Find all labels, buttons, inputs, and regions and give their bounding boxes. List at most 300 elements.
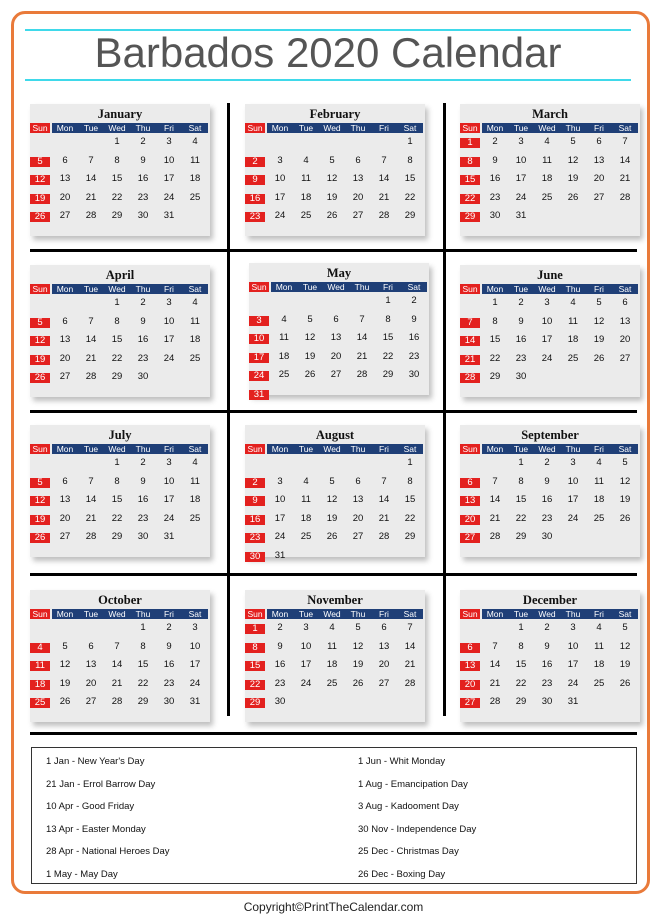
day-cell: 18 [541, 173, 553, 185]
day-cell: 17 [274, 191, 286, 203]
day-cell: 22 [404, 191, 416, 203]
weekday-label: Thu [345, 609, 371, 619]
day-cell: 16 [489, 173, 501, 185]
weekday-label: Sun [460, 284, 480, 294]
day-cell: 17 [163, 173, 175, 185]
day-cell: 19 [619, 494, 631, 506]
day-cell: 10 [189, 640, 201, 652]
day-cell: 24 [189, 677, 201, 689]
day-cell-sunday: 23 [245, 212, 265, 222]
empty-cell [104, 619, 130, 638]
empty-cell [349, 292, 375, 311]
day-cell: 18 [189, 494, 201, 506]
month-name: April [105, 268, 135, 282]
day-cell: 3 [166, 297, 172, 308]
day-cell: 20 [59, 352, 71, 364]
day-cell: 5 [622, 622, 628, 633]
day-cell: 10 [274, 173, 286, 185]
day-cell: 23 [274, 677, 286, 689]
column-divider-1 [227, 103, 230, 716]
day-cell: 29 [111, 531, 123, 543]
day-cell: 27 [59, 531, 71, 543]
day-cell: 26 [59, 696, 71, 708]
weekday-label: Mon [267, 123, 293, 133]
day-cell: 24 [274, 531, 286, 543]
day-cell-sunday: 24 [249, 371, 269, 381]
day-cell-sunday: 19 [30, 355, 50, 365]
day-cell: 14 [85, 334, 97, 346]
day-cell: 17 [189, 659, 201, 671]
day-cell: 12 [593, 315, 605, 327]
day-cell: 27 [352, 210, 364, 222]
day-cell: 19 [326, 512, 338, 524]
weekday-label: Sat [182, 123, 208, 133]
day-cell: 6 [355, 475, 361, 487]
day-cell: 23 [489, 191, 501, 203]
day-cell-sunday: 10 [249, 334, 269, 344]
weekday-header [460, 123, 640, 133]
day-cell: 18 [189, 173, 201, 185]
holiday-item: 1 Aug - Emancipation Day [358, 778, 468, 790]
weekday-header [460, 444, 640, 454]
day-cell: 20 [330, 350, 342, 362]
day-cell: 25 [278, 369, 290, 381]
day-cell: 5 [329, 475, 335, 487]
day-cell: 19 [304, 350, 316, 362]
weekday-label: Tue [78, 123, 104, 133]
month-september [460, 425, 640, 557]
row-divider-4 [30, 732, 637, 735]
day-cell: 5 [307, 313, 313, 325]
day-cell: 17 [163, 494, 175, 506]
weekday-label: Fri [371, 444, 397, 454]
day-cell: 9 [492, 154, 498, 166]
day-cell: 9 [140, 315, 146, 327]
empty-cell [293, 133, 319, 152]
day-cell: 24 [541, 352, 553, 364]
day-cell-sunday: 2 [245, 157, 265, 167]
day-cell-sunday: 4 [30, 643, 50, 653]
day-cell: 25 [300, 531, 312, 543]
day-cell: 23 [137, 512, 149, 524]
empty-cell [482, 454, 508, 473]
day-cell-sunday: 1 [460, 138, 480, 148]
day-cell: 21 [619, 173, 631, 185]
day-cell: 31 [189, 696, 201, 708]
day-cell: 11 [279, 332, 289, 344]
day-cell: 18 [593, 494, 605, 506]
month-january [30, 104, 210, 236]
day-cell-sunday: 3 [249, 316, 269, 326]
day-cell: 7 [492, 640, 498, 652]
weekday-label: Wed [323, 282, 349, 292]
day-cell: 6 [62, 475, 68, 487]
day-cell: 24 [274, 210, 286, 222]
weekday-label: Wed [319, 609, 345, 619]
day-cell: 13 [352, 494, 364, 506]
weekday-label: Wed [319, 444, 345, 454]
day-cell-sunday: 21 [460, 355, 480, 365]
weekday-label: Tue [508, 123, 534, 133]
empty-cell [78, 133, 104, 152]
empty-cell [78, 619, 104, 638]
day-cell: 27 [593, 191, 605, 203]
day-cell: 25 [189, 191, 201, 203]
day-grid [460, 133, 640, 226]
month-name: September [521, 428, 579, 442]
weekday-label: Thu [349, 282, 375, 292]
weekday-label: Sat [612, 444, 638, 454]
holiday-item: 1 Jan - New Year's Day [46, 756, 145, 767]
empty-cell [319, 133, 345, 152]
day-cell: 30 [541, 531, 553, 543]
day-cell: 22 [515, 512, 527, 524]
empty-cell [271, 292, 297, 311]
day-cell: 3 [166, 457, 172, 468]
day-cell: 11 [568, 315, 578, 327]
day-cell: 6 [62, 315, 68, 327]
day-cell: 2 [140, 297, 146, 308]
day-cell: 7 [88, 475, 94, 487]
day-cell: 13 [59, 173, 71, 185]
day-cell: 25 [189, 352, 201, 364]
holiday-item: 28 Apr - National Heroes Day [46, 846, 170, 858]
day-cell: 15 [515, 659, 527, 671]
holiday-item: 30 Nov - Independence Day [358, 823, 477, 835]
day-cell: 13 [59, 494, 71, 506]
weekday-label: Fri [156, 444, 182, 454]
day-cell-sunday: 2 [245, 478, 265, 488]
day-cell: 22 [515, 677, 527, 689]
empty-cell [297, 292, 323, 311]
weekday-label: Thu [345, 123, 371, 133]
day-cell: 28 [489, 531, 501, 543]
month-name: May [326, 266, 352, 280]
day-cell: 24 [163, 191, 175, 203]
month-june [460, 265, 640, 397]
empty-cell [78, 294, 104, 313]
day-cell: 3 [570, 622, 576, 633]
day-cell: 19 [619, 659, 631, 671]
weekday-label: Sat [401, 282, 427, 292]
day-cell: 5 [355, 622, 361, 633]
empty-cell [460, 619, 482, 638]
day-cell-sunday: 7 [460, 318, 480, 328]
day-cell: 16 [137, 173, 149, 185]
day-cell: 26 [567, 191, 579, 203]
day-cell: 9 [277, 640, 283, 652]
day-cell: 13 [593, 154, 605, 166]
month-october [30, 590, 210, 722]
day-cell: 2 [518, 297, 524, 308]
day-cell: 16 [137, 334, 149, 346]
weekday-label: Mon [271, 282, 297, 292]
day-cell: 29 [515, 531, 527, 543]
day-cell: 14 [489, 659, 501, 671]
day-cell: 8 [114, 315, 120, 327]
day-cell: 7 [359, 313, 365, 325]
empty-cell [245, 454, 267, 473]
empty-cell [482, 619, 508, 638]
weekday-header [245, 609, 425, 619]
weekday-label: Thu [130, 284, 156, 294]
empty-cell [371, 454, 397, 473]
row-divider-3 [30, 573, 637, 576]
weekday-label: Mon [482, 609, 508, 619]
day-cell: 19 [352, 659, 364, 671]
day-cell-sunday: 26 [30, 373, 50, 383]
day-cell: 30 [137, 371, 149, 383]
day-cell-sunday: 13 [460, 496, 480, 506]
day-cell: 1 [114, 297, 120, 308]
day-cell: 22 [382, 350, 394, 362]
weekday-header [30, 609, 210, 619]
day-cell: 15 [137, 659, 149, 671]
day-cell: 8 [140, 640, 146, 652]
weekday-label: Sun [460, 444, 480, 454]
day-cell: 17 [567, 494, 579, 506]
weekday-header [30, 123, 210, 133]
weekday-label: Wed [104, 609, 130, 619]
weekday-label: Fri [156, 123, 182, 133]
day-cell: 22 [111, 512, 123, 524]
month-august [245, 425, 425, 562]
day-cell: 21 [404, 659, 416, 671]
day-cell: 6 [355, 154, 361, 166]
title-bottom-line [25, 79, 631, 81]
day-cell: 18 [300, 512, 312, 524]
month-name: December [522, 593, 578, 607]
day-cell: 21 [489, 512, 501, 524]
day-cell-sunday: 30 [245, 552, 265, 562]
day-cell: 16 [515, 334, 527, 346]
day-cell-sunday: 23 [245, 533, 265, 543]
weekday-label: Wed [104, 123, 130, 133]
day-cell: 11 [190, 315, 200, 327]
weekday-header [245, 444, 425, 454]
weekday-label: Sun [245, 609, 265, 619]
day-cell: 20 [59, 512, 71, 524]
empty-cell [460, 454, 482, 473]
day-cell: 21 [85, 191, 97, 203]
day-cell: 1 [140, 622, 146, 633]
day-cell: 14 [404, 640, 416, 652]
day-cell: 7 [381, 475, 387, 487]
day-cell-sunday: 12 [30, 496, 50, 506]
day-grid [245, 619, 425, 712]
day-cell: 8 [114, 475, 120, 487]
day-cell: 1 [114, 457, 120, 468]
day-cell-sunday: 20 [460, 680, 480, 690]
day-cell: 1 [518, 622, 524, 633]
day-cell: 27 [85, 696, 97, 708]
day-cell-sunday: 16 [245, 515, 265, 525]
day-cell: 27 [619, 352, 631, 364]
empty-cell [52, 454, 78, 473]
day-cell: 7 [114, 640, 120, 652]
day-cell: 21 [85, 512, 97, 524]
day-cell: 8 [407, 475, 413, 487]
day-cell-sunday: 15 [245, 661, 265, 671]
weekday-label: Tue [78, 284, 104, 294]
month-name: June [537, 268, 563, 282]
weekday-label: Thu [560, 123, 586, 133]
day-cell: 22 [111, 352, 123, 364]
month-march [460, 104, 640, 236]
day-cell-sunday: 31 [249, 390, 269, 400]
weekday-label: Sun [460, 609, 480, 619]
day-cell: 14 [111, 659, 123, 671]
day-cell-sunday: 13 [460, 661, 480, 671]
weekday-label: Tue [78, 444, 104, 454]
weekday-label: Sat [182, 444, 208, 454]
day-cell: 3 [192, 622, 198, 633]
day-cell: 10 [274, 494, 286, 506]
day-cell: 10 [515, 154, 527, 166]
weekday-label: Tue [293, 123, 319, 133]
day-cell-sunday: 17 [249, 353, 269, 363]
day-cell: 26 [352, 677, 364, 689]
day-grid [30, 133, 210, 226]
day-cell: 13 [330, 332, 342, 344]
day-cell: 12 [326, 494, 338, 506]
day-cell: 13 [59, 334, 71, 346]
day-cell: 6 [333, 313, 339, 325]
day-cell: 18 [567, 334, 579, 346]
weekday-label: Fri [586, 123, 612, 133]
month-april [30, 265, 210, 397]
day-cell: 4 [570, 297, 576, 308]
weekday-label: Sat [612, 609, 638, 619]
day-cell: 14 [619, 154, 631, 166]
day-cell: 9 [140, 154, 146, 166]
day-cell: 15 [382, 332, 394, 344]
day-cell: 30 [137, 210, 149, 222]
day-cell: 11 [190, 154, 200, 166]
day-cell: 27 [59, 371, 71, 383]
holiday-item: 25 Dec - Christmas Day [358, 846, 459, 858]
day-cell-sunday: 27 [460, 698, 480, 708]
day-cell: 28 [378, 210, 390, 222]
day-cell: 15 [111, 334, 123, 346]
empty-cell [30, 454, 52, 473]
day-cell: 26 [593, 352, 605, 364]
weekday-header [30, 284, 210, 294]
day-cell-sunday: 29 [245, 698, 265, 708]
day-cell: 30 [408, 369, 420, 381]
day-cell: 7 [88, 315, 94, 327]
weekday-label: Fri [156, 609, 182, 619]
day-cell: 24 [163, 512, 175, 524]
day-cell: 11 [301, 173, 311, 185]
day-cell-sunday: 5 [30, 318, 50, 328]
day-cell: 4 [596, 457, 602, 468]
weekday-label: Thu [130, 609, 156, 619]
day-cell: 18 [593, 659, 605, 671]
day-cell: 23 [137, 352, 149, 364]
weekday-label: Sun [460, 123, 480, 133]
day-cell: 4 [329, 622, 335, 633]
day-cell: 23 [515, 352, 527, 364]
day-cell: 23 [163, 677, 175, 689]
day-cell: 16 [137, 494, 149, 506]
day-cell: 2 [140, 457, 146, 468]
day-cell: 30 [515, 371, 527, 383]
day-cell: 11 [327, 640, 337, 652]
weekday-label: Fri [156, 284, 182, 294]
day-cell-sunday: 9 [245, 496, 265, 506]
day-cell: 18 [278, 350, 290, 362]
day-cell: 2 [166, 622, 172, 633]
weekday-label: Thu [560, 284, 586, 294]
month-february [245, 104, 425, 236]
weekday-label: Wed [534, 123, 560, 133]
day-cell: 1 [114, 136, 120, 147]
day-cell-sunday: 26 [30, 533, 50, 543]
day-cell: 16 [541, 659, 553, 671]
day-cell-sunday: 6 [460, 643, 480, 653]
weekday-label: Fri [375, 282, 401, 292]
day-cell: 6 [622, 297, 628, 308]
day-cell: 1 [518, 457, 524, 468]
day-cell: 4 [544, 136, 550, 147]
day-grid [460, 294, 640, 387]
day-cell: 12 [304, 332, 316, 344]
holiday-item: 3 Aug - Kadooment Day [358, 801, 459, 813]
weekday-label: Mon [482, 444, 508, 454]
day-cell: 28 [489, 696, 501, 708]
day-cell: 15 [489, 334, 501, 346]
empty-cell [345, 454, 371, 473]
day-cell: 11 [190, 475, 200, 487]
day-cell: 6 [596, 136, 602, 147]
day-cell: 4 [192, 297, 198, 308]
month-name: November [307, 593, 363, 607]
day-cell: 7 [88, 154, 94, 166]
day-grid [30, 454, 210, 547]
empty-cell [293, 454, 319, 473]
month-july [30, 425, 210, 557]
weekday-label: Thu [130, 444, 156, 454]
day-cell: 12 [59, 659, 71, 671]
day-cell-sunday: 19 [30, 515, 50, 525]
day-grid [30, 619, 210, 712]
day-cell: 27 [352, 531, 364, 543]
day-cell: 9 [140, 475, 146, 487]
day-cell: 4 [192, 457, 198, 468]
day-cell: 3 [166, 136, 172, 147]
day-cell-sunday: 28 [460, 373, 480, 383]
day-cell: 2 [544, 622, 550, 633]
day-cell: 22 [111, 191, 123, 203]
weekday-label: Sun [30, 123, 50, 133]
day-cell: 14 [489, 494, 501, 506]
day-cell: 19 [59, 677, 71, 689]
day-cell: 26 [619, 512, 631, 524]
weekday-label: Mon [52, 609, 78, 619]
day-cell: 29 [404, 531, 416, 543]
day-cell: 23 [541, 512, 553, 524]
day-cell-sunday: 19 [30, 194, 50, 204]
day-cell: 26 [326, 210, 338, 222]
day-cell-sunday: 8 [245, 643, 265, 653]
day-grid [460, 619, 640, 712]
weekday-header [30, 444, 210, 454]
empty-cell [30, 619, 52, 638]
day-cell: 25 [567, 352, 579, 364]
day-cell: 8 [407, 154, 413, 166]
day-cell: 10 [163, 154, 175, 166]
